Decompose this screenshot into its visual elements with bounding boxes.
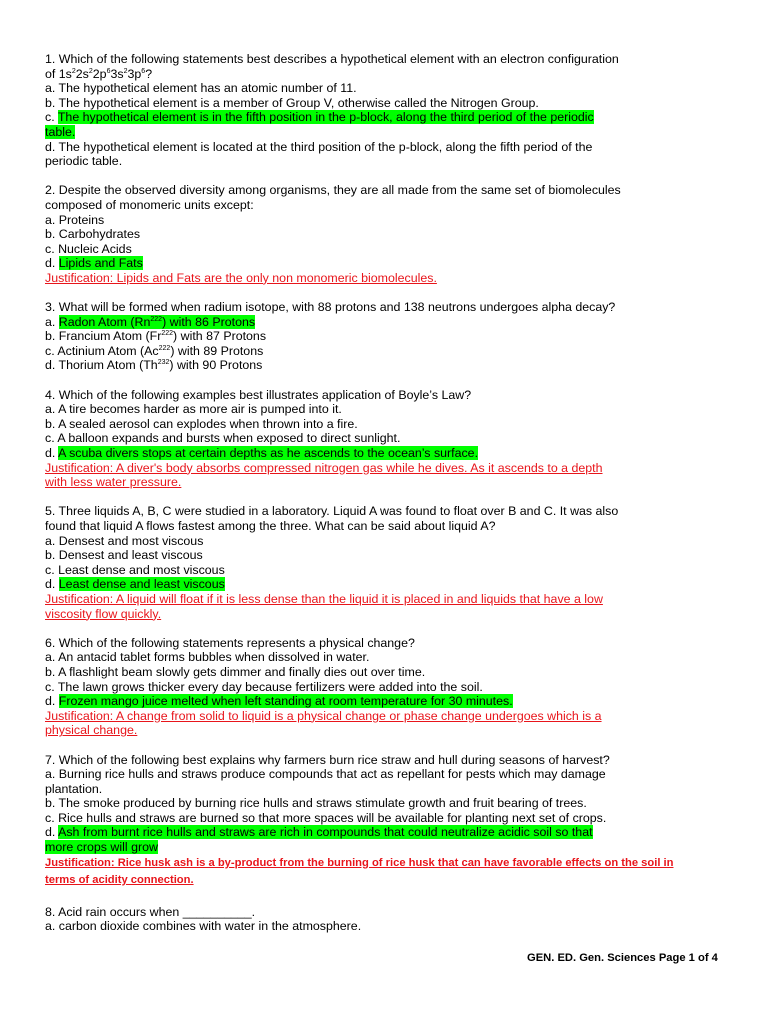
question-7-option-a-cont: plantation.	[45, 781, 103, 796]
question-2-option-d-answer: d. Lipids and Fats	[45, 256, 143, 271]
question-1-stem-config: of $1s^22s^22p^63s^23p^6$?	[45, 66, 153, 81]
question-7-option-b: b. The smoke produced by burning rice hulls and straws stimulate growth and fruit bearing of trees.	[45, 796, 587, 811]
question-3	[45, 300, 735, 373]
question-7-justification-cont: terms of acidity connection.	[45, 873, 194, 886]
question-2-stem-cont: composed of monomeric units except:	[45, 197, 254, 212]
question-7-option-d-answer: d. Ash from burnt rice hulls and straws are rich in compounds that could neutralize acidic soil so that	[45, 825, 593, 840]
question-7-justification: Justification: Rice husk ash is a by-product from the burning of rice husk that can have favorable effects on the soil in	[45, 856, 674, 869]
question-4-option-b: b. A sealed aerosol can explodes when thrown into a fire.	[45, 416, 358, 431]
question-5-option-c: c. Least dense and most viscous	[45, 562, 225, 577]
question-3-option-c: c. Actinium Atom (Ac$^{222}$) with 89 Protons	[45, 343, 264, 358]
question-1-option-b: b. The hypothetical element is a member of Group V, otherwise called the Nitrogen Group.	[45, 95, 539, 110]
question-6-option-c: c. The lawn grows thicker every day because fertilizers were added into the soil.	[45, 679, 483, 694]
question-2-option-c: c. Nucleic Acids	[45, 241, 132, 256]
question-4	[45, 388, 735, 490]
question-1-option-d-cont: periodic table.	[45, 154, 123, 169]
question-6-justification: Justification: A change from solid to liquid is a physical change or phase change undergoes which is a	[45, 708, 602, 723]
question-7	[45, 753, 735, 889]
question-3-stem: 3. What will be formed when radium isotope, with 88 protons and 138 neutrons undergoes alpha decay?	[45, 300, 616, 315]
question-5-stem-cont: found that liquid A flows fastest among the three. What can be said about liquid A?	[45, 519, 496, 533]
question-6	[45, 636, 735, 738]
question-list	[45, 52, 735, 948]
question-2-option-a: a. Proteins	[45, 212, 105, 227]
question-5-justification: Justification: A liquid will float if it is less dense than the liquid it is placed in and liquids that have a low	[45, 591, 603, 606]
question-5	[45, 504, 735, 621]
question-5-option-a: a. Densest and most viscous	[45, 533, 204, 548]
question-8-option-a: a. carbon dioxide combines with water in the atmosphere.	[45, 919, 362, 934]
question-6-option-b: b. A flashlight beam slowly gets dimmer and finally dies out over time.	[45, 664, 426, 679]
question-7-option-a: a. Burning rice hulls and straws produce compounds that act as repellant for pests which may damage	[45, 767, 606, 782]
question-1	[45, 52, 735, 169]
question-4-justification-cont: with less water pressure.	[45, 475, 182, 490]
question-8-stem: 8. Acid rain occurs when __________.	[45, 904, 256, 919]
page-footer: GEN. ED. Gen. Sciences Page 1 of 4	[527, 952, 718, 964]
question-1-option-a: a. The hypothetical element has an atomic number of 11.	[45, 81, 357, 96]
question-5-option-d-answer: d. Least dense and least viscous	[45, 577, 225, 592]
question-4-option-a: a. A tire becomes harder as more air is pumped into it.	[45, 402, 342, 417]
question-5-option-b: b. Densest and least viscous	[45, 548, 203, 563]
question-5-stem: 5. Three liquids A, B, C were studied in a laboratory. Liquid A was found to float over B and C. It was also	[45, 504, 619, 519]
question-7-option-c: c. Rice hulls and straws are burned so that more spaces will be available for planting next set of crops.	[45, 810, 607, 825]
question-2-option-b: b. Carbohydrates	[45, 227, 141, 242]
question-4-option-c: c. A balloon expands and bursts when exposed to direct sunlight.	[45, 431, 401, 446]
question-6-stem: 6. Which of the following statements represents a physical change?	[45, 635, 415, 650]
question-2-stem: 2. Despite the observed diversity among organisms, they are all made from the same set of biomolecules	[45, 183, 621, 198]
question-8	[45, 905, 735, 934]
question-4-option-d-answer: d. A scuba divers stops at certain depths as he ascends to the ocean’s surface.	[45, 446, 479, 461]
question-3-option-b: b. Francium Atom (Fr$^{222}$) with 87 Protons	[45, 329, 267, 344]
question-7-option-d-answer-cont: more crops will grow	[45, 840, 158, 855]
question-1-option-c-answer-cont: table.	[45, 124, 76, 139]
question-1-option-c-answer: c. The hypothetical element is in the fifth position in the p-block, along the third period of the periodic	[45, 110, 594, 125]
question-4-stem: 4. Which of the following examples best illustrates application of Boyle’s Law?	[45, 387, 472, 402]
question-2	[45, 183, 735, 285]
question-4-justification: Justification: A diver's body absorbs compressed nitrogen gas while he dives. As it ascends to a depth	[45, 460, 603, 475]
question-6-option-d-answer: d. Frozen mango juice melted when left standing at room temperature for 30 minutes.	[45, 694, 513, 709]
question-6-option-a: a. An antacid tablet forms bubbles when dissolved in water.	[45, 650, 370, 665]
question-6-justification-cont: physical change.	[45, 723, 138, 738]
question-7-stem: 7. Which of the following best explains why farmers burn rice straw and hull during seasons of harvest?	[45, 752, 610, 767]
question-3-option-a-answer: a. Radon Atom (Rn$^{222}$) with 86 Protons	[45, 314, 256, 329]
question-2-justification: Justification: Lipids and Fats are the only non monomeric biomolecules.	[45, 270, 437, 285]
question-1-option-d: d. The hypothetical element is located at the third position of the p-block, along the fifth period of the	[45, 139, 593, 154]
question-3-option-d: d. Thorium Atom (Th$^{232}$) with 90 Protons	[45, 358, 263, 373]
question-1-stem: 1. Which of the following statements best describes a hypothetical element with an electron configuration	[45, 52, 619, 66]
question-5-justification-cont: viscosity flow quickly.	[45, 606, 162, 621]
